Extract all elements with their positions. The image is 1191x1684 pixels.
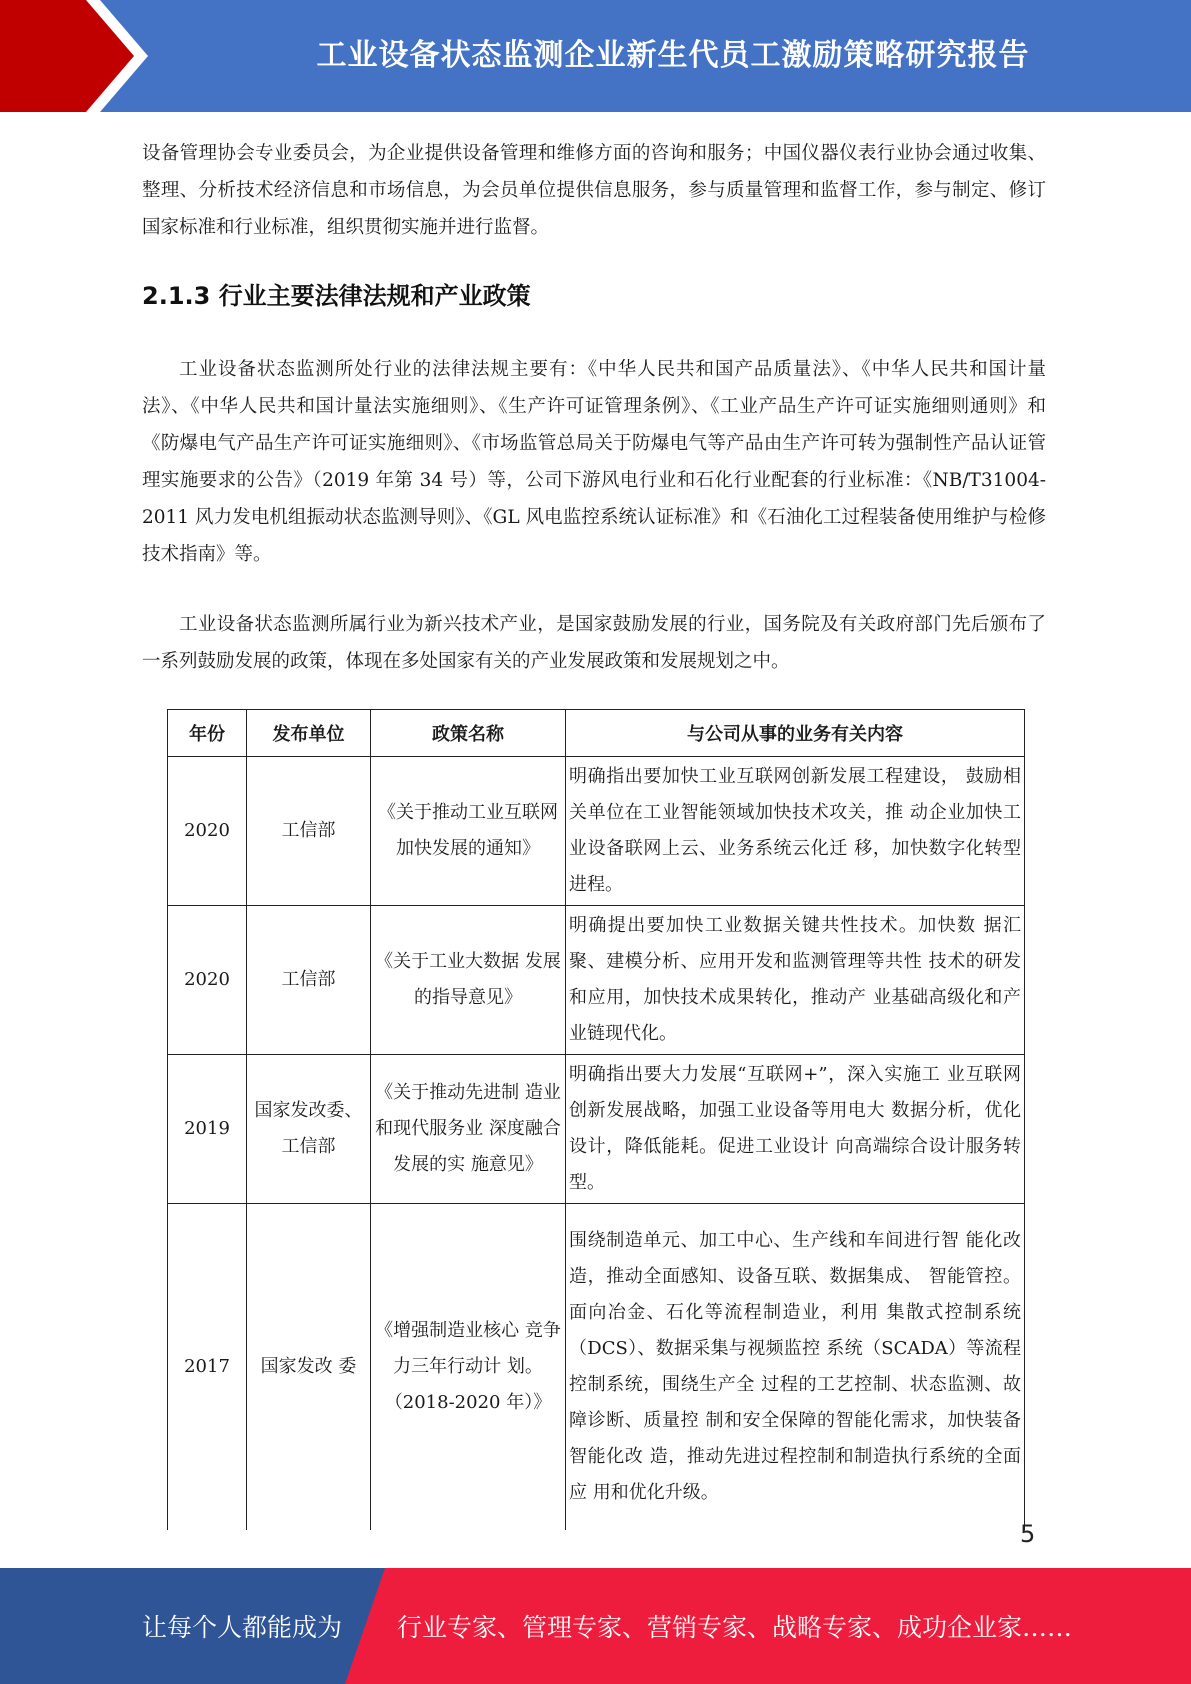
footer-slogan-left: 让每个人都能成为 — [142, 1613, 343, 1642]
column-header-policy: 政策名称 — [371, 710, 566, 757]
cell-year: 2020 — [168, 757, 247, 906]
column-header-content: 与公司从事的业务有关内容 — [566, 710, 1025, 757]
policy-table — [167, 709, 1025, 1530]
cell-policy: 《关于推动先进制 造业和现代服务业 深度融合发展的实 施意见》 — [371, 1055, 566, 1204]
table-row — [168, 1204, 1025, 1530]
page-header — [0, 0, 1191, 112]
intro-paragraph: 设备管理协会专业委员会，为企业提供设备管理和维修方面的咨询和服务；中国仪器仪表行业协会通过收集、整理、分析技术经济信息和市场信息，为会员单位提供信息服务，参与质量管理和监督工作，参与制定、修订国家标准和行业标准，组织贯彻实施并进行监督。 — [142, 143, 1046, 238]
intro-paragraph-block — [142, 135, 1046, 246]
table-row — [168, 1055, 1025, 1204]
cell-year: 2017 — [168, 1204, 247, 1530]
policy-intro-paragraph-block — [142, 606, 1046, 680]
page-footer — [0, 1568, 1191, 1684]
policy-intro-paragraph: 工业设备状态监测所属行业为新兴技术产业，是国家鼓励发展的行业，国务院及有关政府部门先后颁布了一系列鼓励发展的政策，体现在多处国家有关的产业发展政策和发展规划之中。 — [142, 614, 1046, 672]
cell-content: 明确提出要加快工业数据关键共性技术。加快数 据汇聚、建模分析、应用开发和监测管理等共性 技术的研发和应用，加快技术成果转化，推动产 业基础高级化和产业链现代化。 — [566, 906, 1025, 1055]
table-row — [168, 757, 1025, 906]
column-header-issuer: 发布单位 — [247, 710, 371, 757]
cell-policy: 《关于工业大数据 发展的指导意见》 — [371, 906, 566, 1055]
laws-paragraph: 工业设备状态监测所处行业的法律法规主要有：《中华人民共和国产品质量法》、《中华人民共和国计量法》、《中华人民共和国计量法实施细则》、《生产许可证管理条例》、《工业产品生产许可证实施细则通则》和《防爆电气产品生产许可证实施细则》、《市场监管总局关于防爆电气等产品由生产许可转为强制性产品认证管理实施要求的公告》（2019 年第 34 号）等，公司下游风电行业和石化行业配套的行业标准：《NB/T31004-2011 风力发电机组振动状态监测导则》、《GL 风电监控系统认证标准》和《石油化工过程装备使用维护与检修技术指南》等。 — [142, 359, 1046, 565]
laws-paragraph-block — [142, 351, 1046, 573]
cell-issuer: 国家发改 委 — [247, 1204, 371, 1530]
cell-issuer: 国家发改委、工信部 — [247, 1055, 371, 1204]
footer-slogan-right: 行业专家、管理专家、营销专家、战略专家、成功企业家…… — [397, 1613, 1073, 1642]
cell-policy: 《增强制造业核心 竞争力三年行动计 划。（2018-2020 年）》 — [371, 1204, 566, 1530]
cell-policy: 《关于推动工业互联网加快发展的通知》 — [371, 757, 566, 906]
header-arrow-icon — [0, 0, 160, 112]
section-heading: 2.1.3 行业主要法律法规和产业政策 — [142, 282, 531, 310]
table-header-row — [168, 710, 1025, 757]
table-row — [168, 906, 1025, 1055]
cell-year: 2019 — [168, 1055, 247, 1204]
column-header-year: 年份 — [168, 710, 247, 757]
report-title: 工业设备状态监测企业新生代员工激励策略研究报告 — [316, 38, 1030, 73]
cell-content: 明确指出要加快工业互联网创新发展工程建设， 鼓励相关单位在工业智能领域加快技术攻关，推 动企业加快工业设备联网上云、业务系统云化迁 移，加快数字化转型进程。 — [566, 757, 1025, 906]
cell-year: 2020 — [168, 906, 247, 1055]
page-number: 5 — [1020, 1520, 1036, 1548]
cell-issuer: 工信部 — [247, 906, 371, 1055]
cell-content: 围绕制造单元、加工中心、生产线和车间进行智 能化改造，推动全面感知、设备互联、数据集成、 智能管控。面向冶金、石化等流程制造业，利用 集散式控制系统（DCS）、数据采集与视频监控 系统（SCADA）等流程控制系统，围绕生产全 过程的工艺控制、状态监测、故障诊断、质量控 制和安全保障的智能化需求，加快装备智能化改 造，推动先进过程控制和制造执行系统的全面应 用和优化升级。 — [566, 1204, 1025, 1530]
cell-issuer: 工信部 — [247, 757, 371, 906]
cell-content: 明确指出要大力发展“互联网+”，深入实施工 业互联网创新发展战略，加强工业设备等用电大 数据分析，优化设计，降低能耗。促进工业设计 向高端综合设计服务转型。 — [566, 1055, 1025, 1204]
